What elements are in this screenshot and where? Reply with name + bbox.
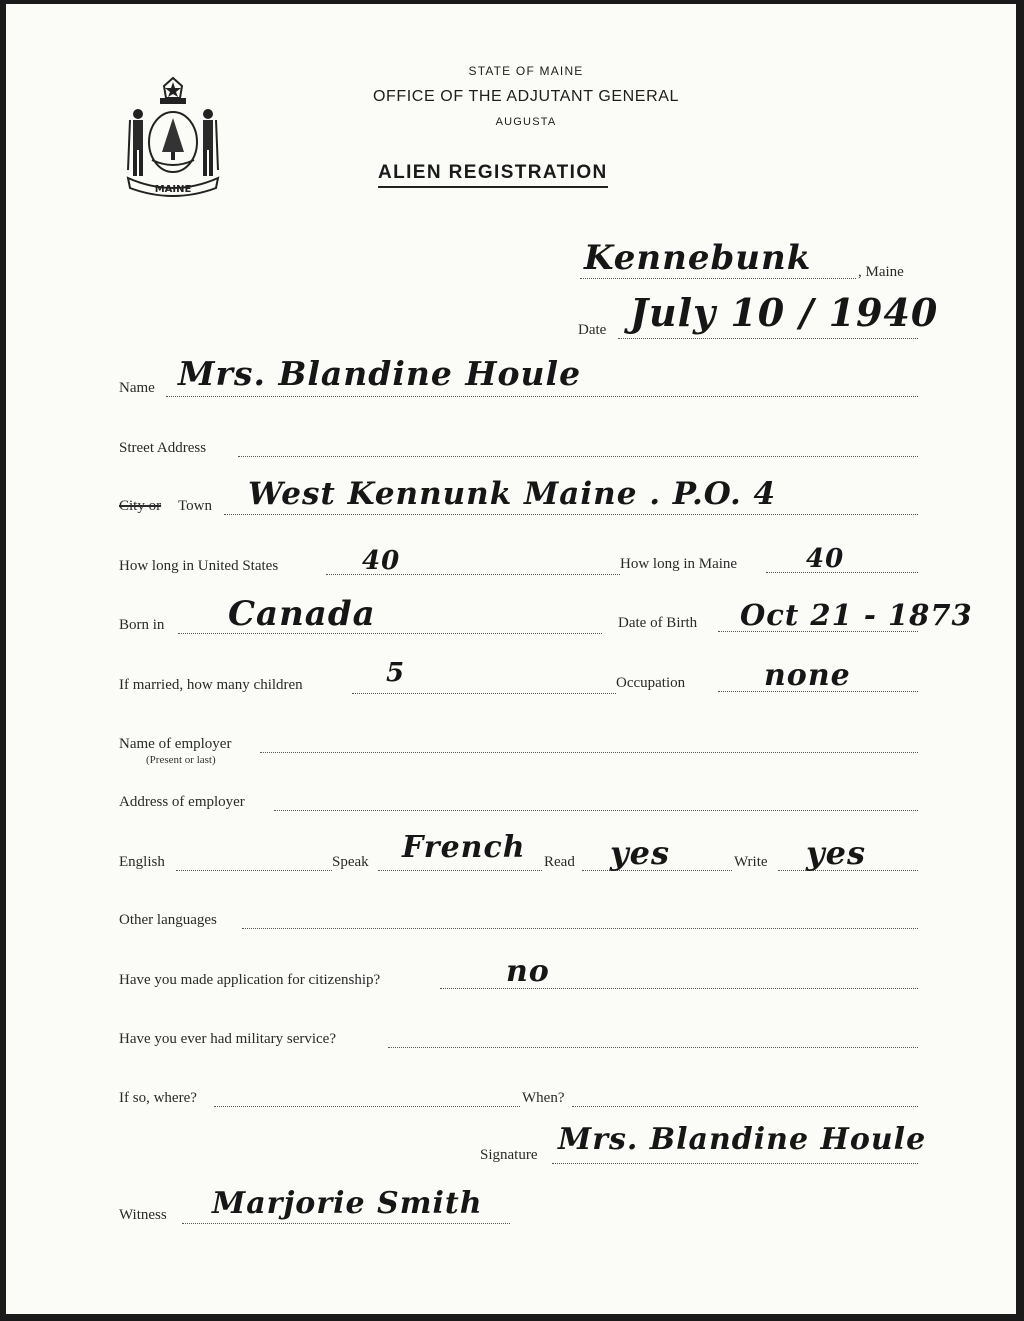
witness-label: Witness [119,1207,167,1223]
occupation-entry: none [764,658,851,693]
town-header-line [580,278,856,279]
children-line [352,693,616,694]
name-line [166,396,918,397]
name-label: Name [119,380,155,396]
city-struck-label: City or [119,498,162,514]
witness-entry: Marjorie Smith [212,1186,483,1221]
when-line [572,1106,918,1107]
when-label: When? [522,1090,565,1106]
form-title: ALIEN REGISTRATION [378,162,608,188]
city-heading: AUGUSTA [495,116,557,128]
english-line [176,870,332,871]
employer-name-line [260,752,918,753]
state-seal-icon [118,74,228,200]
citizenship-entry: no [506,954,550,989]
us-years-entry: 40 [362,546,401,576]
street-line [238,456,918,457]
speak-entry: French [402,830,526,865]
witness-line [182,1223,510,1224]
where-line [214,1106,520,1107]
read-entry: yes [610,834,670,872]
signature-entry: Mrs. Blandine Houle [558,1122,927,1157]
maine-years-entry: 40 [806,544,845,574]
office-heading: OFFICE OF THE ADJUTANT GENERAL [372,88,680,105]
military-label: Have you ever had military service? [119,1031,336,1047]
other-languages-line [242,928,918,929]
born-in-label: Born in [119,617,165,633]
english-label: English [119,854,165,870]
where-label: If so, where? [119,1090,197,1106]
name-entry: Mrs. Blandine Houle [178,354,582,393]
town-entry: West Kennunk Maine . P.O. 4 [248,476,777,512]
signature-label: Signature [480,1147,538,1163]
date-entry: July 10 / 1940 [630,290,939,335]
write-label: Write [734,854,768,870]
read-label: Read [544,854,575,870]
dob-label: Date of Birth [618,615,698,631]
employer-name-label: Name of employer [119,736,232,752]
date-line [618,338,918,339]
street-label: Street Address [119,440,207,456]
town-header-entry: Kennebunk [584,238,812,278]
registration-form [6,4,1016,1314]
speak-line [378,870,542,871]
citizenship-label: Have you made application for citizenship? [119,972,381,988]
us-years-label: How long in United States [119,558,279,574]
date-label: Date [578,322,607,338]
seal-text: MAINE [154,184,192,195]
dob-entry: Oct 21 - 1873 [740,598,973,632]
maine-label: , Maine [858,264,904,280]
town-line [224,514,918,515]
signature-line [552,1163,918,1164]
other-languages-label: Other languages [119,912,217,928]
employer-address-line [274,810,918,811]
state-heading: STATE OF MAINE [468,64,584,78]
military-line [388,1047,918,1048]
children-entry: 5 [386,658,406,688]
employer-address-label: Address of employer [119,794,245,810]
employer-note: (Present or last) [146,754,216,766]
born-in-entry: Canada [228,594,376,634]
maine-years-label: How long in Maine [620,556,738,572]
speak-label: Speak [332,854,369,870]
town-label: Town [178,498,212,514]
write-entry: yes [806,834,866,872]
occupation-label: Occupation [616,675,686,691]
children-label: If married, how many children [119,677,303,693]
